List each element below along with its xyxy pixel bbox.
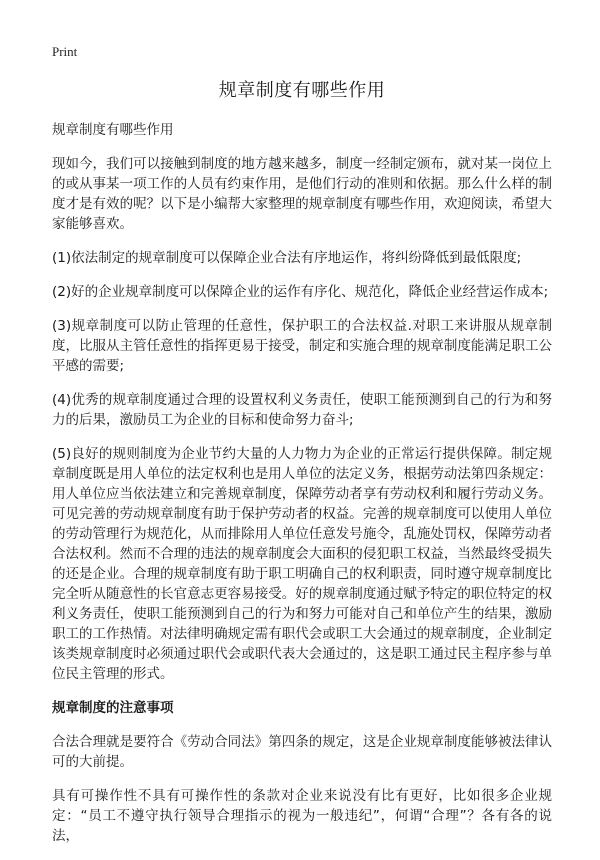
point-1: (1)依法制定的规章制度可以保障企业合法有序地运作，将纠纷降低到最低限度; bbox=[52, 250, 522, 266]
section-heading: 规章制度的注意事项 bbox=[52, 700, 174, 716]
section-paragraph-1: 合法合理就是要符合《劳动合同法》第四条的规定，这是企业规章制度能够被法律认可的大前提。 bbox=[52, 734, 552, 770]
section-paragraph-2: 具有可操作性不具有可操作性的条款对企业来说没有比有更好，比如很多企业规定：“员工不遵守执行领导合理指示的视为一般违纪”，何谓“合理”？各有各的说法， bbox=[52, 788, 552, 844]
point-4: (4)优秀的规章制度通过合理的设置权利义务责任，使职工能预测到自己的行为和努力的后果，激励员工为企业的目标和使命努力奋斗; bbox=[52, 392, 552, 428]
page-title: 规章制度有哪些作用 bbox=[218, 80, 386, 101]
point-2: (2)好的企业规章制度可以保障企业的运作有序化、规范化，降低企业经营运作成本; bbox=[52, 284, 549, 300]
document-body bbox=[52, 78, 552, 860]
point-5: (5)良好的规则制度为企业节约大量的人力物力为企业的正常运行提供保障。制定规章制度既是用人单位的法定权利也是用人单位的法定义务，根据劳动法第四条规定：用人单位应当依法建立和完善规章制度，保障劳动者享有劳动权利和履行劳动义务。可见完善的劳动规章制度有助于保护劳动者的权益。完善的规章制度可以使用人单位的劳动管理行为规范化，从而排除用人单位任意发号施令，乱施处罚权，保障劳动者合法权利。然而不合理的违法的规章制度会大面积的侵犯职工权益，当然最终受损失的还是企业。合理的规章制度有助于职工明确自己的权利职责，同时遵守规章制度比完全听从随意性的长官意志更容易接受。好的规章制度通过赋予特定的职位特定的权利义务责任，使职工能预测到自己的行为和努力可能对自己和单位产生的结果，激励职工的工作热情。对法律明确规定需有职代会或职工大会通过的规章制度，企业制定该类规章制度时必须通过职代会或职代表大会通过的，这是职工通过民主程序参与单位民主管理的形式。 bbox=[52, 446, 552, 682]
document-subtitle: 规章制度有哪些作用 bbox=[52, 122, 174, 138]
intro-paragraph: 现如今，我们可以接触到制度的地方越来越多，制度一经制定颁布，就对某一岗位上的或从事某一项工作的人员有约束作用，是他们行动的准则和依据。那么什么样的制度才是有效的呢？以下是小编帮大家整理的规章制度有哪些作用，欢迎阅读，希望大家能够喜欢。 bbox=[52, 156, 552, 232]
print-link[interactable]: Print bbox=[52, 44, 78, 59]
point-3: (3)规章制度可以防止管理的任意性，保护职工的合法权益.对职工来讲服从规章制度，比服从主管任意性的指挥更易于接受，制定和实施合理的规章制度能满足职工公平感的需要; bbox=[52, 318, 552, 374]
